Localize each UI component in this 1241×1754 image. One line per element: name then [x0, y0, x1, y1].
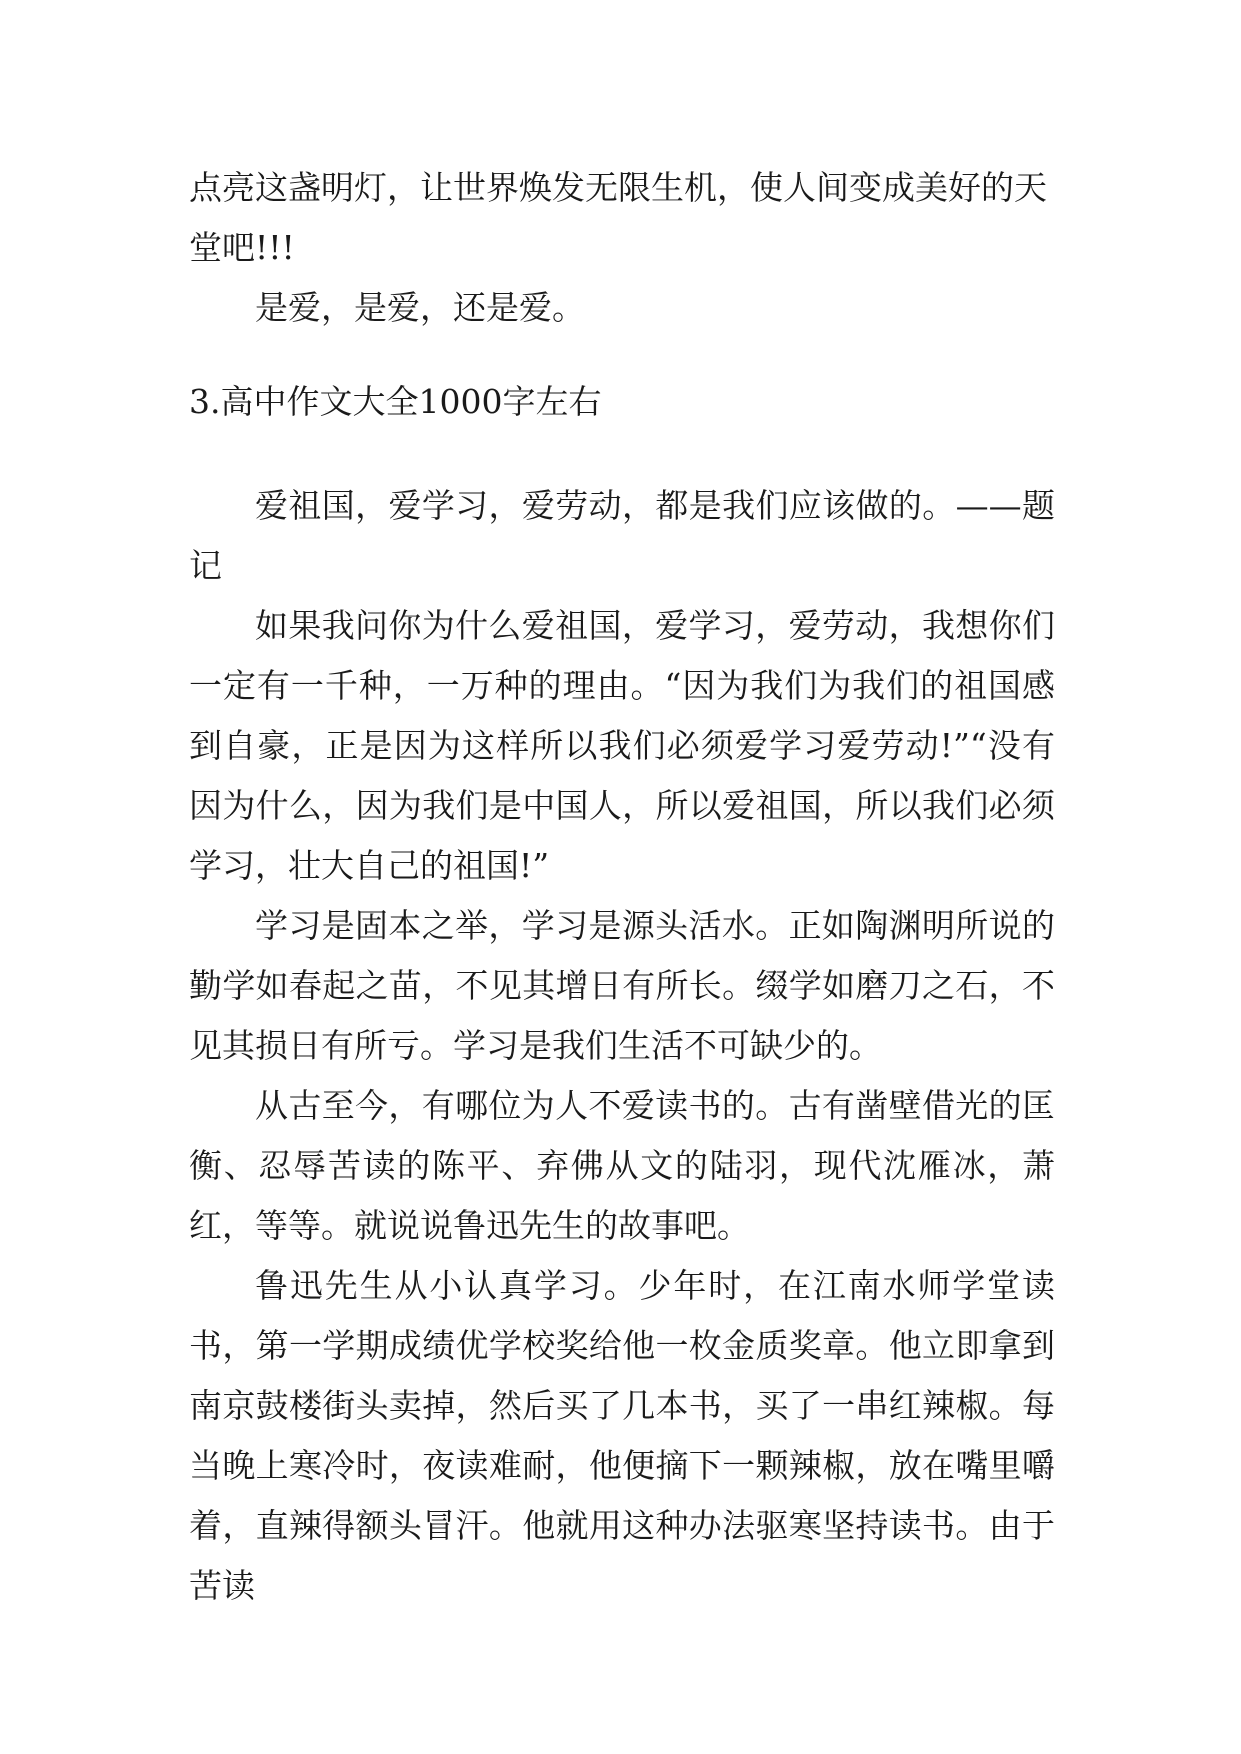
document-body [189, 158, 1055, 1616]
continued-paragraph [189, 158, 1055, 278]
continued-line-2: 堂吧!!! [189, 228, 295, 267]
paragraph-why-love: 如果我问你为什么爱祖国，爱学习，爱劳动，我想你们一定有一千种，一万种的理由。“因为我们为我们的祖国感到自豪，正是因为这样所以我们必须爱学习爱劳动!”“没有因为什么，因为我们是中国人，所以爱祖国，所以我们必须学习，壮大自己的祖国!” [189, 606, 1055, 885]
continued-line-1: 点亮这盏明灯，让世界焕发无限生机，使人间变成美好的天 [189, 168, 1047, 207]
section-heading: 3.高中作文大全1000字左右 [189, 382, 602, 421]
paragraph-love-repeat: 是爱，是爱，还是爱。 [255, 288, 585, 327]
paragraph-epigraph: 爱祖国，爱学习，爱劳动，都是我们应该做的。——题记 [189, 486, 1055, 585]
paragraph-famous-readers: 从古至今，有哪位为人不爱读书的。古有凿壁借光的匡衡、忍辱苦读的陈平、弃佛从文的陆羽，现代沈雁冰，萧红，等等。就说说鲁迅先生的故事吧。 [189, 1086, 1055, 1245]
paragraph-lu-xun-story: 鲁迅先生从小认真学习。少年时，在江南水师学堂读书，第一学期成绩优学校奖给他一枚金质奖章。他立即拿到南京鼓楼街头卖掉，然后买了几本书，买了一串红辣椒。每当晚上寒冷时，夜读难耐，他便摘下一颗辣椒，放在嘴里嚼着，直辣得额头冒汗。他就用这种办法驱寒坚持读书。由于苦读 [189, 1266, 1055, 1605]
paragraph-study-importance: 学习是固本之举，学习是源头活水。正如陶渊明所说的勤学如春起之苗，不见其增日有所长。缀学如磨刀之石，不见其损日有所亏。学习是我们生活不可缺少的。 [189, 906, 1055, 1065]
